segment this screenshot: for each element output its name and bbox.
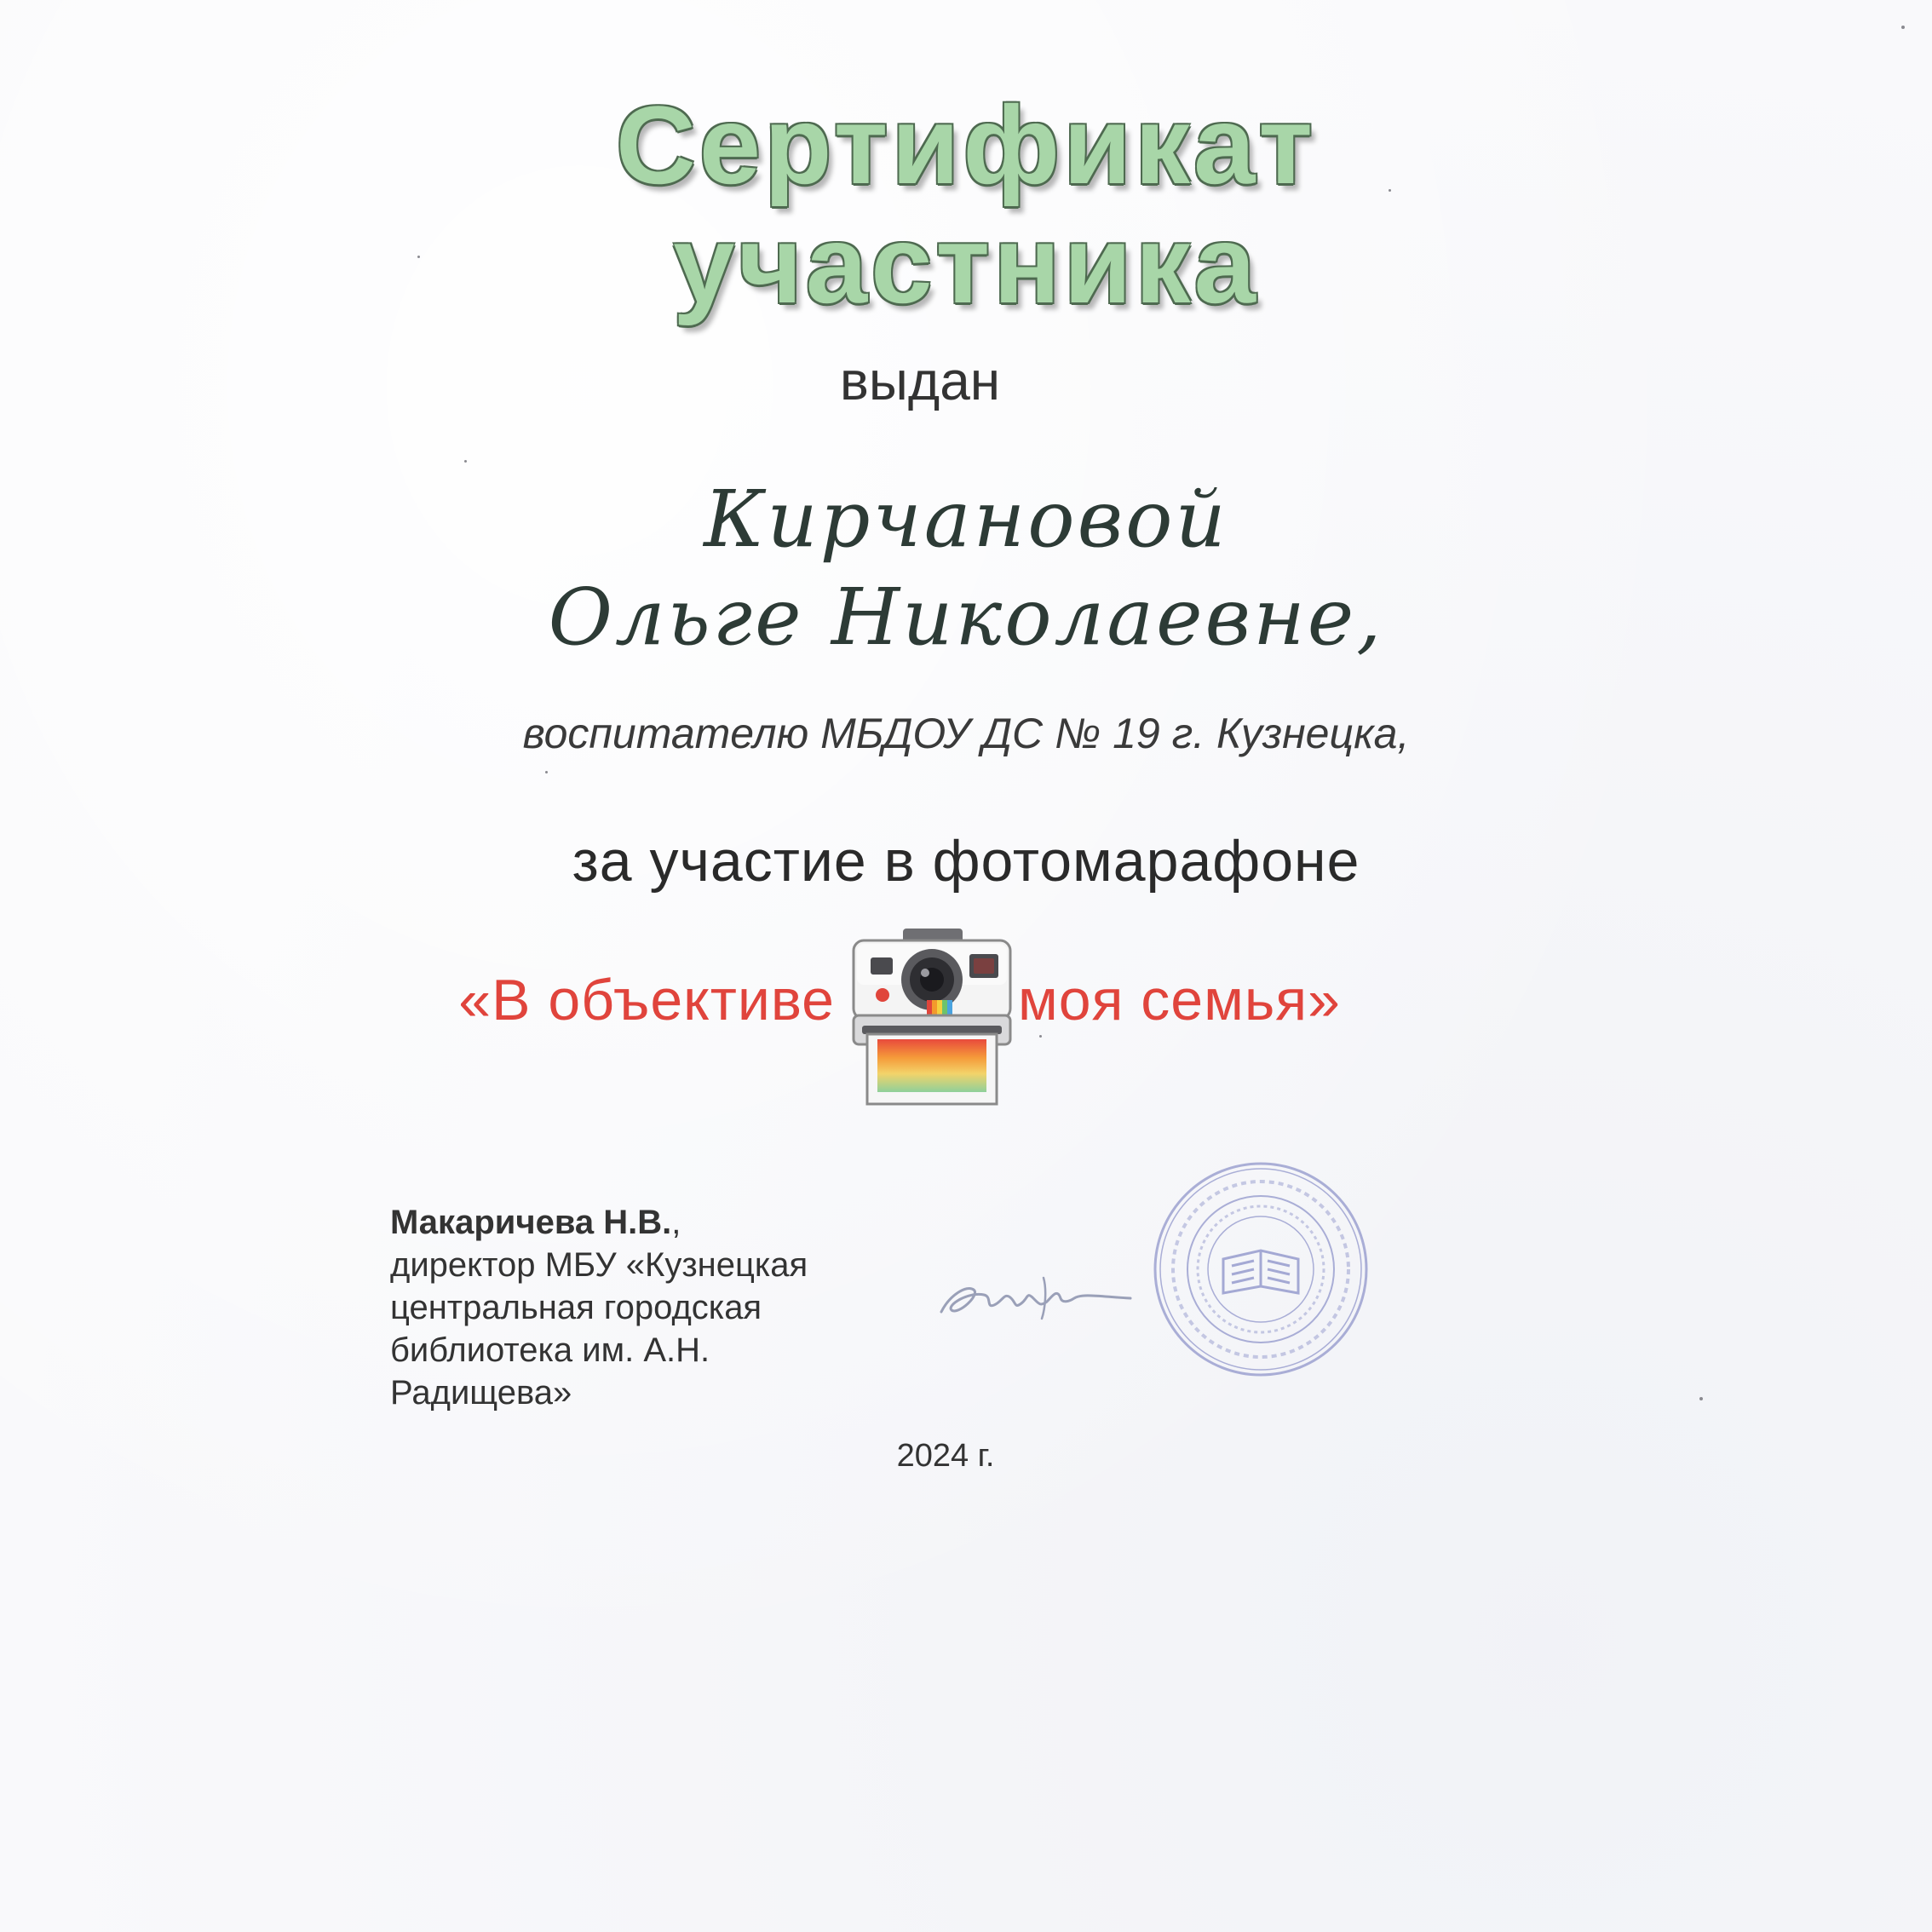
issue-year: 2024 г. — [896, 1438, 995, 1474]
event-title-left: «В объективе — [458, 968, 835, 1032]
certificate-title-line2: участника — [673, 202, 1259, 326]
round-stamp — [1150, 1159, 1371, 1380]
signatory-name: Макаричева Н.В. — [390, 1204, 672, 1241]
scan-speck — [1389, 189, 1391, 192]
instant-camera-icon — [850, 927, 1014, 1107]
scan-speck — [464, 460, 467, 463]
recipient-name: Ольге Николаевне, — [548, 572, 1384, 663]
signature — [933, 1261, 1137, 1329]
scan-speck — [417, 256, 420, 258]
signatory-name-comma: , — [671, 1204, 681, 1241]
signatory-block — [390, 1201, 901, 1414]
signatory-title-line2: центральная городская — [390, 1289, 762, 1326]
issued-label: выдан — [839, 350, 1001, 411]
certificate-title-line1: Сертификат — [615, 83, 1317, 207]
recipient-surname: Кирчановой — [704, 474, 1228, 565]
scan-speck — [545, 771, 548, 773]
scan-speck — [1699, 1397, 1703, 1400]
signatory-name-row — [390, 1201, 901, 1244]
event-title-right: моя семья» — [1018, 968, 1341, 1032]
participation-text: за участие в фотомарафоне — [572, 829, 1360, 894]
scan-speck — [1901, 26, 1905, 29]
signatory-title-line4: Радищева» — [390, 1374, 572, 1412]
signatory-title-line3: библиотека им. А.Н. — [390, 1331, 710, 1369]
recipient-position: воспитателю МБДОУ ДС № 19 г. Кузнецка, — [522, 710, 1410, 757]
signatory-title-line1: директор МБУ «Кузнецкая — [390, 1246, 808, 1284]
scan-speck — [1039, 1035, 1042, 1038]
